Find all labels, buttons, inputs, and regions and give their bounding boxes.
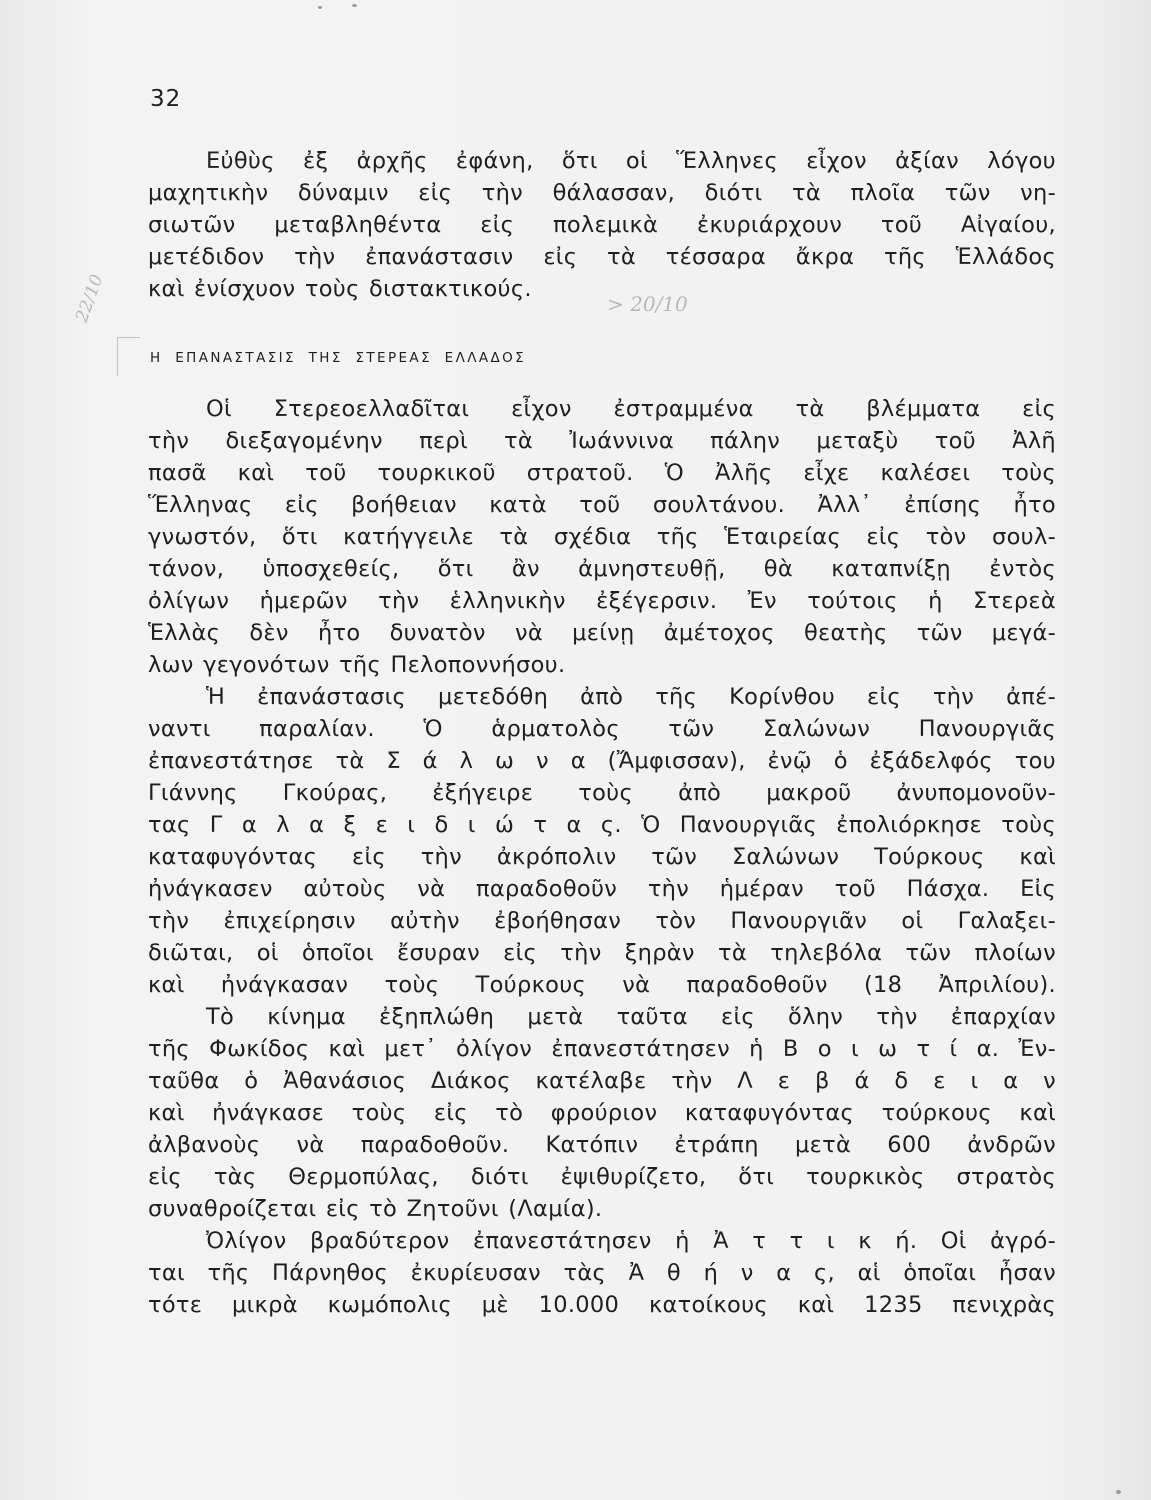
- text-line: μαχητικὴν δύναμιν εἰς τὴν θάλασσαν, διότι τὰ πλοῖα τῶν νη-: [148, 180, 1056, 206]
- text-line: τὴν ἐπιχείρησιν αὐτὴν ἐβοήθησαν τὸν Πανουργιᾶν οἱ Γαλαξει-: [148, 908, 1056, 934]
- text-line: τὴν διεξαγομένην περὶ τὰ Ἰωάννινα πάλην μεταξὺ τοῦ Ἀλῆ: [148, 428, 1056, 454]
- text-line: τότε μικρὰ κωμόπολις μὲ 10.000 κατοίκους καὶ 1235 πενιχρὰς: [148, 1292, 1056, 1318]
- text-line: ὀλίγων ἡμερῶν τὴν ἑλληνικὴν ἐξέγερσιν. Ἐν τούτοις ἡ Στερεὰ: [148, 588, 1056, 614]
- pencil-inline-note: > 20/10: [607, 292, 688, 316]
- section-heading: Η ΕΠΑΝΑΣΤΑΣΙΣ ΤΗΣ ΣΤΕΡΕΑΣ ΕΛΛΑΔΟΣ: [150, 350, 527, 366]
- pencil-bracket: [117, 337, 140, 376]
- main-text: [148, 393, 1056, 1321]
- text-line: τας Γ α λ α ξ ε ι δ ι ώ τ α ς. Ὁ Πανουργιᾶς ἐπολιόρκησε τοὺς: [148, 812, 1056, 838]
- text-line: ἐπανεστάτησε τὰ Σ ά λ ω ν α (Ἄμφισσαν), ἐνῷ ὁ ἐξάδελφός του: [148, 748, 1056, 774]
- text-line: ναντι παραλίαν. Ὁ ἁρματολὸς τῶν Σαλώνων Πανουργιᾶς: [148, 716, 1056, 742]
- text-line: Ὀλίγον βραδύτερον ἐπανεστάτησεν ἡ Ἀ τ τ ι κ ή. Οἱ ἀγρό-: [206, 1228, 1056, 1254]
- text-line: Ἑλλὰς δὲν ἦτο δυνατὸν νὰ μείνῃ ἀμέτοχος θεατὴς τῶν μεγά-: [148, 620, 1056, 646]
- text-line: καὶ ἠνάγκασαν τοὺς Τούρκους νὰ παραδοθοῦν (18 Ἀπριλίου).: [148, 972, 1056, 998]
- paper-speck: [352, 4, 357, 7]
- text-line: καὶ ἐνίσχυον τοὺς διστακτικούς.: [148, 276, 532, 302]
- paper-speck: [1116, 1490, 1121, 1494]
- text-line: Τὸ κίνημα ἐξηπλώθη μετὰ ταῦτα εἰς ὅλην τὴν ἐπαρχίαν: [206, 1004, 1056, 1030]
- text-line: εἰς τὰς Θερμοπύλας, διότι ἐψιθυρίζετο, ὅτι τουρκικὸς στρατὸς: [148, 1164, 1056, 1190]
- text-line: Οἱ Στερεοελλαδῖται εἶχον ἐστραμμένα τὰ βλέμματα εἰς: [206, 396, 1056, 422]
- text-line: ἀλβανοὺς νὰ παραδοθοῦν. Κατόπιν ἐτράπη μετὰ 600 ἀνδρῶν: [148, 1132, 1056, 1158]
- text-line: μετέδιδον τὴν ἐπανάστασιν εἰς τὰ τέσσαρα ἄκρα τῆς Ἑλλάδος: [148, 244, 1056, 270]
- text-line: Ἡ ἐπανάστασις μετεδόθη ἀπὸ τῆς Κορίνθου εἰς τὴν ἀπέ-: [206, 684, 1056, 710]
- page-number: 32: [150, 86, 182, 112]
- text-line: σιωτῶν μεταβληθέντα εἰς πολεμικὰ ἐκυριάρχουν τοῦ Αἰγαίου,: [148, 212, 1056, 238]
- text-line: τάνον, ὑποσχεθείς, ὅτι ἂν ἀμνηστευθῇ, θὰ καταπνίξῃ ἐντὸς: [148, 556, 1056, 582]
- text-line: Εὐθὺς ἐξ ἀρχῆς ἐφάνη, ὅτι οἱ Ἕλληνες εἶχον ἀξίαν λόγου: [206, 148, 1056, 174]
- text-line: καταφυγόντας εἰς τὴν ἀκρόπολιν τῶν Σαλώνων Τούρκους καὶ: [148, 844, 1056, 870]
- text-line: Ἕλληνας εἰς βοήθειαν κατὰ τοῦ σουλτάνου. Ἀλλ᾽ ἐπίσης ἦτο: [148, 492, 1056, 518]
- text-line: ται τῆς Πάρνηθος ἐκυρίευσαν τὰς Ἀ θ ή ν α ς, αἱ ὁποῖαι ἦσαν: [148, 1260, 1056, 1286]
- text-line: λων γεγονότων τῆς Πελοποννήσου.: [148, 652, 566, 678]
- paper-speck: [318, 6, 322, 9]
- text-line: συναθροίζεται εἰς τὸ Ζητοῦνι (Λαμία).: [148, 1196, 603, 1222]
- text-line: διῶται, οἱ ὁποῖοι ἔσυραν εἰς τὴν ξηρὰν τὰ τηλεβόλα τῶν πλοίων: [148, 940, 1056, 966]
- text-line: πασᾶ καὶ τοῦ τουρκικοῦ στρατοῦ. Ὁ Ἀλῆς εἶχε καλέσει τοὺς: [148, 460, 1056, 486]
- text-line: Γιάννης Γκούρας, ἐξήγειρε τοὺς ἀπὸ μακροῦ ἀνυπομονοῦν-: [148, 780, 1056, 806]
- text-line: ἠνάγκασεν αὐτοὺς νὰ παραδοθοῦν τὴν ἡμέραν τοῦ Πάσχα. Εἰς: [148, 876, 1056, 902]
- text-line: γνωστόν, ὅτι κατήγγειλε τὰ σχέδια τῆς Ἑταιρείας εἰς τὸν σουλ-: [148, 524, 1056, 550]
- pencil-margin-note: 22/10: [72, 271, 108, 325]
- text-line: καὶ ἠνάγκασε τοὺς εἰς τὸ φρούριον καταφυγόντας τούρκους καὶ: [148, 1100, 1056, 1126]
- text-line: τῆς Φωκίδος καὶ μετ᾽ ὀλίγον ἐπανεστάτησεν ἡ Β ο ι ω τ ί α. Ἐν-: [148, 1036, 1056, 1062]
- intro-paragraph: [148, 145, 1056, 305]
- text-line: ταῦθα ὁ Ἀθανάσιος Διάκος κατέλαβε τὴν Λ ε β ά δ ε ι α ν: [148, 1068, 1056, 1094]
